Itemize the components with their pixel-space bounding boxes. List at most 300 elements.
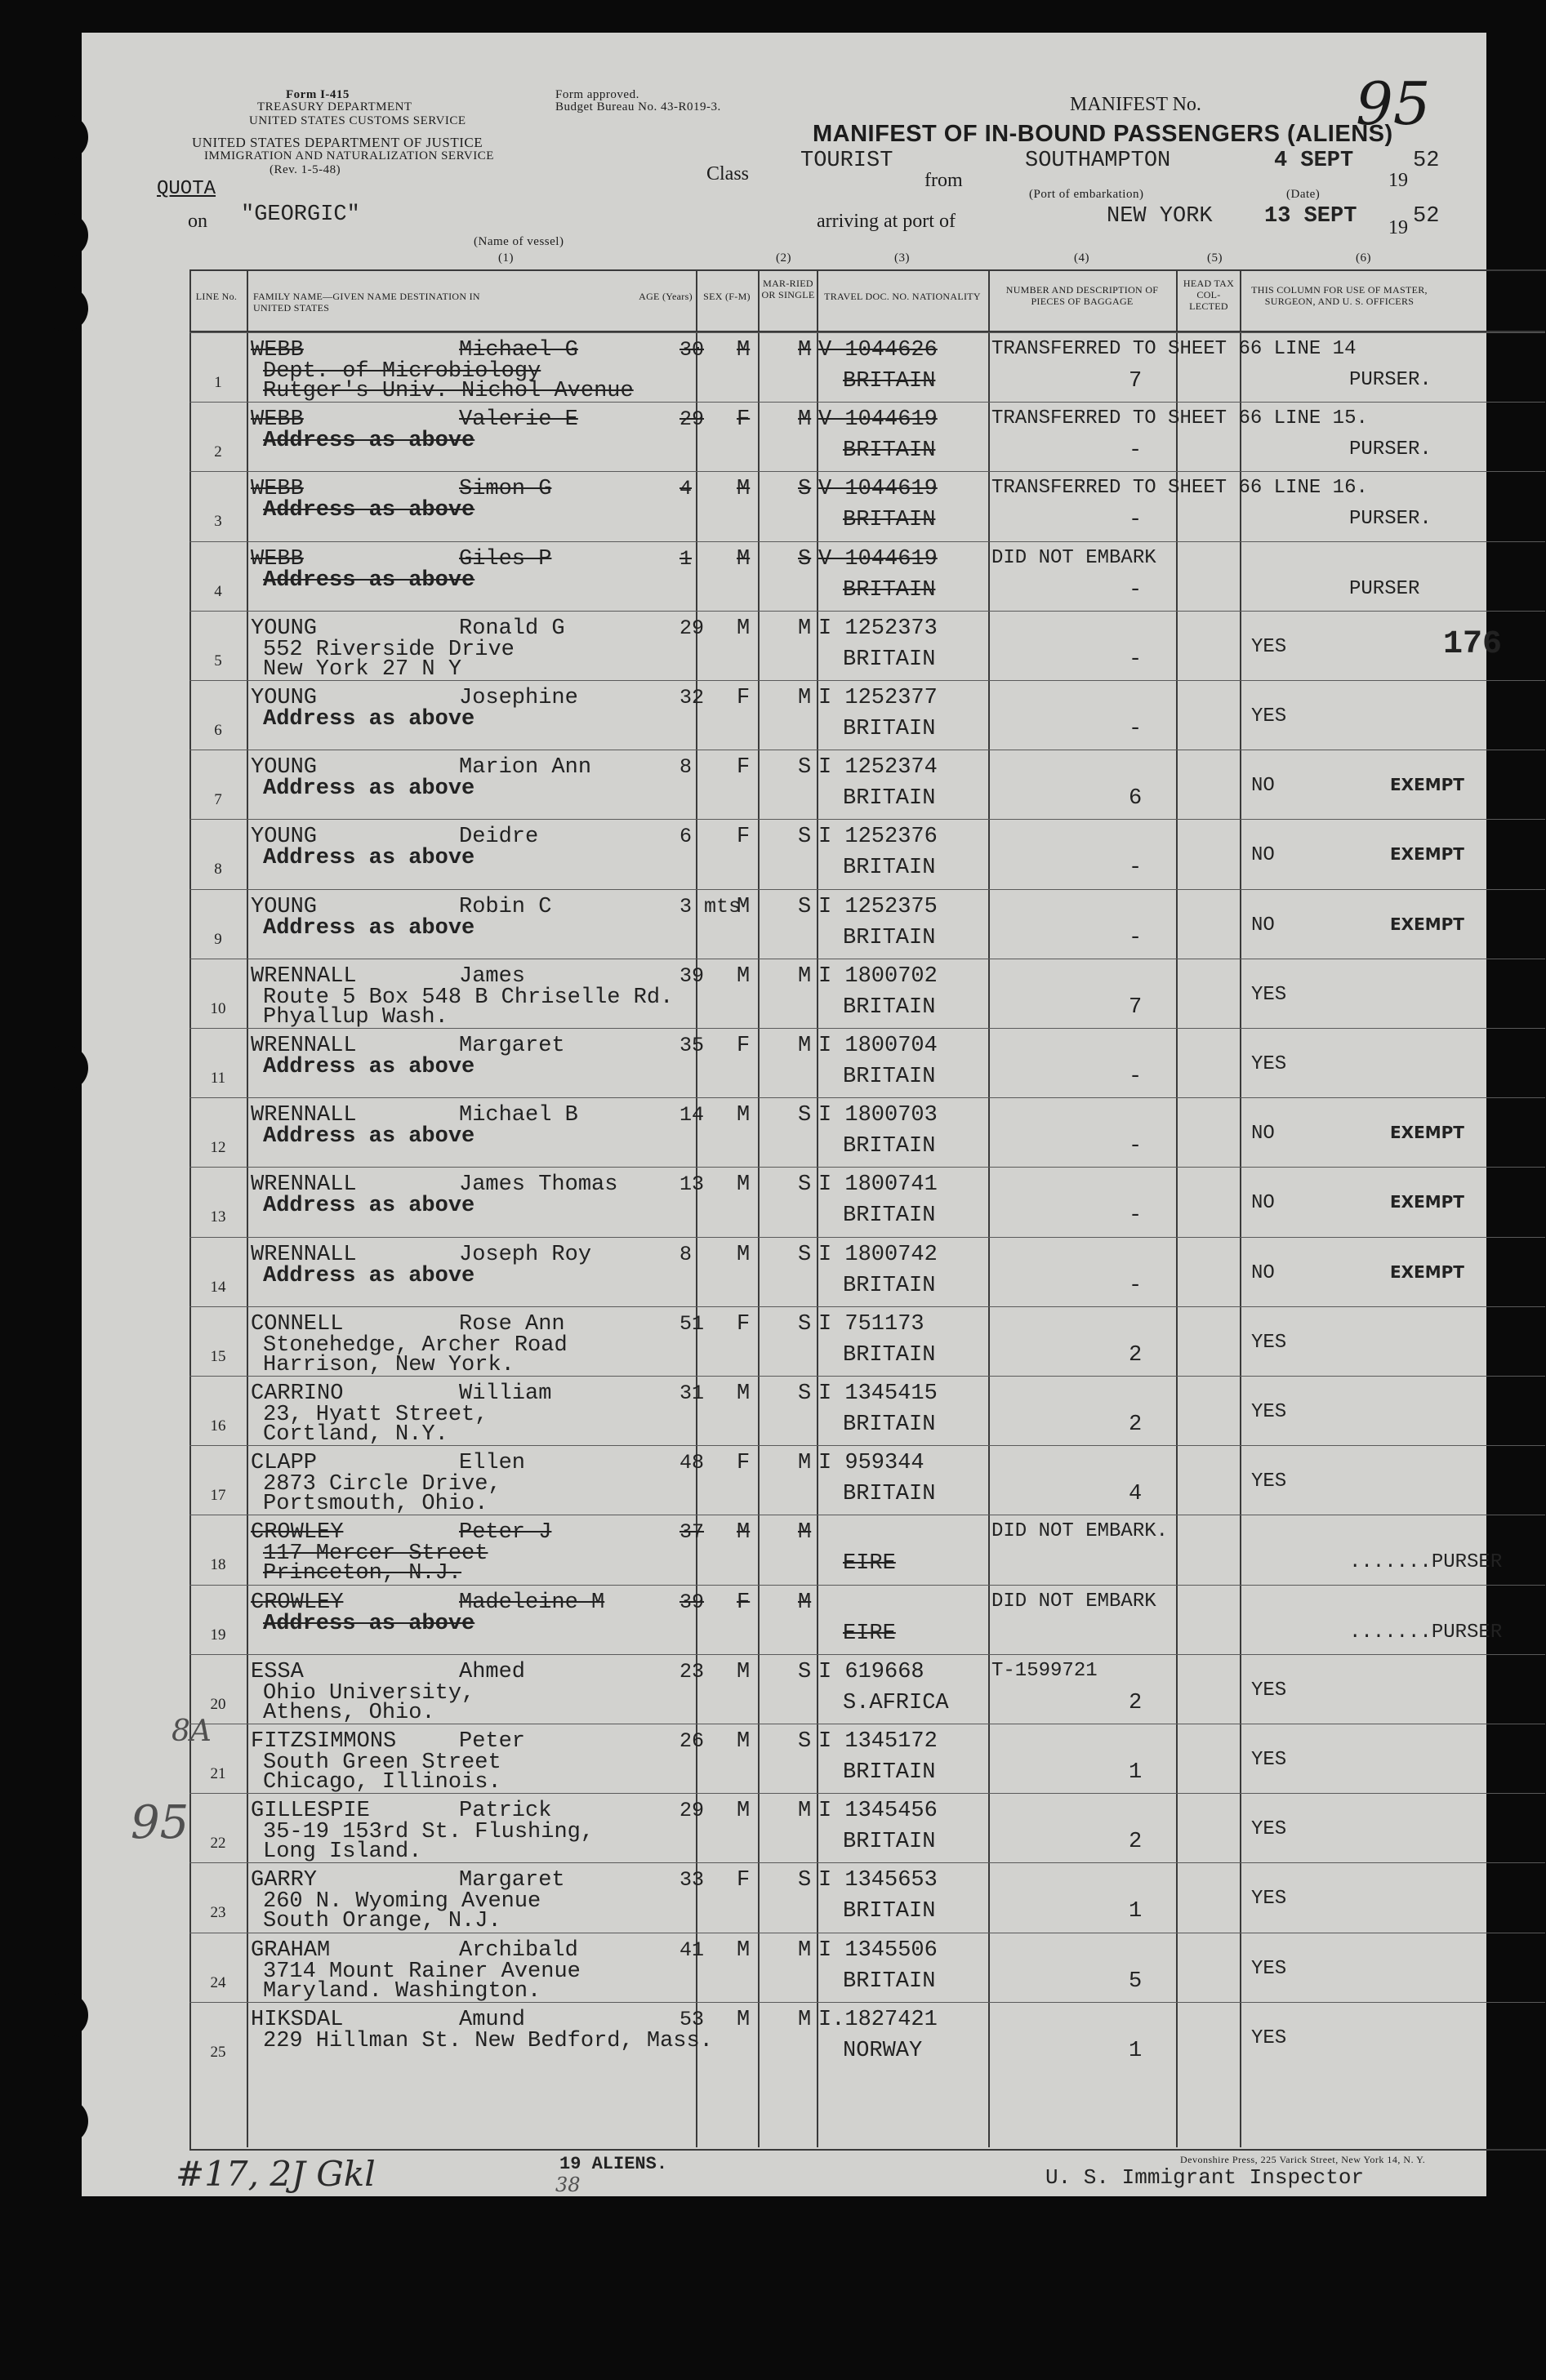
header-line-no: LINE No.: [195, 291, 238, 302]
baggage-count: 1: [1129, 1760, 1143, 1785]
line-number: 23: [210, 1904, 226, 1922]
destination-line-2: Harrison, New York.: [263, 1352, 515, 1377]
destination-line-1: 3714 Mount Rainer Avenue: [263, 1959, 581, 1984]
given-name: William: [459, 1381, 552, 1406]
head-tax: YES: [1251, 1331, 1287, 1354]
age: 33: [679, 1868, 705, 1893]
age: 23: [679, 1659, 705, 1684]
table-row: [189, 1654, 1545, 1724]
form-approved: Form approved.: [555, 88, 639, 101]
travel-doc-no: V 1044619: [818, 477, 938, 502]
line-number: 5: [214, 652, 222, 670]
destination-line-2: Maryland. Washington.: [263, 1978, 541, 2004]
destination-line-2: Princeton, N.J.: [263, 1561, 462, 1586]
from-value: SOUTHAMPTON: [1025, 149, 1171, 173]
table-row: [189, 1862, 1545, 1933]
family-name: HIKSDAL: [251, 2007, 344, 2032]
age: 4: [679, 477, 693, 501]
family-name: WEBB: [251, 407, 304, 433]
head-tax: YES: [1251, 1679, 1287, 1702]
family-name: YOUNG: [251, 825, 318, 850]
baggage-count: -: [1129, 1065, 1143, 1089]
table-row: [189, 2002, 1545, 2072]
travel-doc-no: I 1345506: [818, 1937, 938, 1963]
arriving-label: arriving at port of: [817, 211, 956, 232]
destination-line-1: Address as above: [263, 707, 475, 732]
destination-line-1: Address as above: [263, 1055, 475, 1079]
header-name: FAMILY NAME—GIVEN NAME DESTINATION IN UNITED STATES: [253, 291, 480, 314]
table-row: [189, 1306, 1545, 1377]
family-name: WEBB: [251, 546, 304, 572]
marital-status: M: [798, 407, 812, 433]
nationality: BRITAIN: [843, 1482, 936, 1507]
nationality: BRITAIN: [843, 925, 936, 950]
line-number: 15: [210, 1347, 226, 1365]
given-name: Peter J: [459, 1520, 552, 1546]
age: 6: [679, 825, 693, 849]
head-tax: NO: [1251, 1123, 1275, 1146]
baggage-count: -: [1129, 577, 1143, 603]
sex: M: [737, 1729, 751, 1754]
baggage-count: 2: [1129, 1830, 1143, 1855]
officer-note: EXEMPT: [1390, 844, 1464, 865]
given-name: Peter: [459, 1729, 526, 1754]
marital-status: M: [798, 616, 812, 641]
binder-hole-1: [42, 114, 88, 160]
nationality: BRITAIN: [843, 1760, 936, 1785]
age: 48: [679, 1451, 705, 1475]
line-number: 4: [214, 582, 222, 600]
table-row: [189, 1167, 1545, 1237]
table-row: [189, 680, 1545, 750]
baggage-count: -: [1129, 856, 1143, 881]
given-name: James Thomas: [459, 1172, 618, 1198]
officer-note: EXEMPT: [1390, 775, 1464, 795]
sex: M: [737, 546, 751, 572]
marital-status: S: [798, 477, 812, 502]
marital-status: S: [798, 755, 812, 781]
header-married: MAR-RIED OR SINGLE: [761, 278, 815, 300]
travel-doc-no: I 1252374: [818, 755, 938, 781]
travel-doc-no: I 1252377: [818, 686, 938, 710]
age: 8: [679, 1242, 693, 1266]
family-name: YOUNG: [251, 686, 318, 710]
officer-note: EXEMPT: [1390, 914, 1464, 934]
arrival-date: 13 SEPT: [1264, 204, 1357, 229]
baggage-count: -: [1129, 508, 1143, 533]
marital-status: M: [798, 1590, 812, 1615]
baggage-count: 2: [1129, 1690, 1143, 1715]
from-label: from: [924, 170, 963, 191]
marital-status: S: [798, 1311, 812, 1337]
baggage-note: DID NOT EMBARK: [991, 546, 1156, 569]
given-name: Deidre: [459, 825, 539, 850]
marital-status: M: [798, 1034, 812, 1058]
line-number: 20: [210, 1695, 226, 1713]
table-row: [189, 1376, 1545, 1446]
head-tax: NO: [1251, 914, 1275, 936]
footer-hand-count: 38: [555, 2173, 581, 2196]
age: 39: [679, 1590, 705, 1614]
age: 29: [679, 616, 705, 640]
family-name: GRAHAM: [251, 1937, 331, 1963]
line-number: 13: [210, 1208, 226, 1226]
destination-line-2: Athens, Ohio.: [263, 1700, 435, 1725]
officer-note: EXEMPT: [1390, 1261, 1464, 1282]
destination-line-1: Address as above: [263, 498, 475, 523]
line-number: 10: [210, 999, 226, 1017]
given-name: Ahmed: [459, 1659, 526, 1684]
justice-label: UNITED STATES DEPARTMENT OF JUSTICE: [192, 135, 483, 150]
age: 51: [679, 1311, 705, 1336]
line-number: 2: [214, 443, 222, 461]
marital-status: S: [798, 1172, 812, 1198]
header-baggage: NUMBER AND DESCRIPTION OF PIECES OF BAGGAGE: [1005, 284, 1159, 307]
travel-doc-no: I 1345172: [818, 1729, 938, 1754]
age: 13: [679, 1172, 705, 1197]
baggage-note: T-1599721: [991, 1659, 1098, 1682]
destination-line-1: Address as above: [263, 1263, 475, 1288]
col-num-1: (1): [498, 251, 514, 265]
baggage-note: DID NOT EMBARK.: [991, 1520, 1169, 1543]
age: 32: [679, 686, 705, 710]
age: 35: [679, 1034, 705, 1057]
baggage-note: TRANSFERRED TO SHEET 66 LINE 15.: [991, 407, 1368, 430]
nationality: BRITAIN: [843, 1899, 936, 1924]
head-tax: NO: [1251, 775, 1275, 798]
travel-doc-no: I 1800703: [818, 1103, 938, 1128]
head-tax: YES: [1251, 1818, 1287, 1841]
table-row: [189, 1237, 1545, 1307]
nationality: BRITAIN: [843, 1273, 936, 1298]
destination-line-1: 117 Mercer Street: [263, 1541, 488, 1567]
baggage-count: -: [1129, 1273, 1143, 1298]
marital-status: S: [798, 1729, 812, 1754]
travel-doc-no: I 1252376: [818, 825, 938, 850]
baggage-count: -: [1129, 925, 1143, 950]
travel-doc-no: V 1044626: [818, 338, 938, 363]
nationality: BRITAIN: [843, 1065, 936, 1089]
officer-note: EXEMPT: [1390, 1123, 1464, 1143]
family-name: WRENNALL: [251, 1242, 357, 1267]
travel-doc-no: I 1800742: [818, 1242, 938, 1267]
sex: F: [737, 1590, 751, 1615]
nationality: BRITAIN: [843, 508, 936, 533]
line-number: 22: [210, 1835, 226, 1853]
line-number: 3: [214, 513, 222, 531]
line-number: 21: [210, 1765, 226, 1782]
baggage-count: -: [1129, 647, 1143, 672]
family-name: YOUNG: [251, 616, 318, 641]
travel-doc-no: I 1800702: [818, 963, 938, 989]
family-name: CROWLEY: [251, 1590, 344, 1615]
family-name: CARRINO: [251, 1381, 344, 1406]
family-name: WRENNALL: [251, 1034, 357, 1058]
table-row: [189, 402, 1545, 472]
line-number: 18: [210, 1556, 226, 1574]
destination-line-1: Address as above: [263, 1124, 475, 1150]
destination-line-1: 23, Hyatt Street,: [263, 1403, 488, 1427]
marital-status: M: [798, 686, 812, 710]
sex: F: [737, 686, 751, 710]
header-sex: SEX (F-M): [703, 291, 751, 302]
nationality: BRITAIN: [843, 1342, 936, 1368]
marital-status: M: [798, 1520, 812, 1546]
marital-status: M: [798, 2007, 812, 2032]
age: 14: [679, 1103, 705, 1128]
marital-status: S: [798, 1103, 812, 1128]
nationality: BRITAIN: [843, 438, 936, 464]
baggage-count: -: [1129, 717, 1143, 741]
given-name: Patrick: [459, 1799, 552, 1824]
table-row: [189, 889, 1545, 959]
form-number: Form I-415: [286, 88, 350, 101]
given-name: Margaret: [459, 1034, 565, 1058]
destination-line-2: New York 27 N Y: [263, 656, 462, 682]
line-number: 6: [214, 722, 222, 739]
travel-doc-no: V 1044619: [818, 407, 938, 433]
col-num-6: (6): [1356, 251, 1371, 265]
line-number: 16: [210, 1417, 226, 1435]
family-name: WRENNALL: [251, 1172, 357, 1198]
printer-line: Devonshire Press, 225 Varick Street, New York 14, N. Y.: [1180, 2154, 1426, 2165]
sex: M: [737, 1242, 751, 1267]
line-number: 7: [214, 791, 222, 809]
table-row: [189, 611, 1545, 681]
table-row: [189, 1793, 1545, 1863]
col-num-5: (5): [1207, 251, 1223, 265]
table-row: [189, 750, 1545, 820]
table-row: [189, 1585, 1545, 1655]
destination-line-2: South Orange, N.J.: [263, 1909, 501, 1934]
treasury-label: TREASURY DEPARTMENT: [257, 100, 412, 113]
officer-note: PURSER.: [1349, 369, 1432, 391]
binder-hole-4: [42, 1045, 88, 1091]
officer-note: .......PURSER: [1349, 1621, 1503, 1644]
family-name: CLAPP: [251, 1451, 318, 1476]
destination-line-1: Dept. of Microbiology: [263, 359, 541, 384]
class-label: Class: [706, 163, 750, 185]
century-1: 19: [1388, 170, 1408, 191]
sex: M: [737, 2007, 751, 2032]
destination-line-2: Portsmouth, Ohio.: [263, 1492, 488, 1517]
officer-note: 176: [1443, 625, 1503, 663]
sex: M: [737, 477, 751, 502]
footer-hand-left: #17, 2J Gkl: [176, 2154, 376, 2194]
destination-line-1: Address as above: [263, 429, 475, 454]
nationality: BRITAIN: [843, 577, 936, 603]
baggage-note: TRANSFERRED TO SHEET 66 LINE 14: [991, 338, 1357, 360]
vessel-name: "GEORGIC": [241, 202, 360, 227]
given-name: Ellen: [459, 1451, 526, 1476]
table-row: [189, 1724, 1545, 1794]
header-doc: TRAVEL DOC. NO. NATIONALITY: [824, 291, 981, 302]
given-name: Rose Ann: [459, 1311, 565, 1337]
age: 8: [679, 755, 693, 780]
line-number: 1: [214, 374, 222, 391]
baggage-count: 2: [1129, 1412, 1143, 1437]
age: 41: [679, 1937, 705, 1962]
given-name: Margaret: [459, 1868, 565, 1893]
travel-doc-no: I 1252373: [818, 616, 938, 641]
family-name: GILLESPIE: [251, 1799, 370, 1824]
given-name: Marion Ann: [459, 755, 592, 781]
line-number: 12: [210, 1139, 226, 1157]
destination-line-1: Ohio University,: [263, 1680, 475, 1706]
aliens-count: 19 ALIENS.: [559, 2154, 668, 2174]
nationality: BRITAIN: [843, 647, 936, 672]
nationality: BRITAIN: [843, 369, 936, 394]
travel-doc-no: I 1800704: [818, 1034, 938, 1058]
baggage-count: 6: [1129, 786, 1143, 812]
table-row: [189, 959, 1545, 1029]
table-row: [189, 471, 1545, 541]
nationality: S.AFRICA: [843, 1690, 949, 1715]
destination-line-1: Address as above: [263, 1611, 475, 1636]
baggage-count: 7: [1129, 994, 1143, 1020]
given-name: Archibald: [459, 1937, 578, 1963]
travel-doc-no: I 1345456: [818, 1799, 938, 1824]
nationality: EIRE: [843, 1621, 896, 1646]
destination-line-1: 229 Hillman St. New Bedford, Mass.: [263, 2028, 713, 2053]
col-num-2: (2): [776, 251, 791, 265]
table-row: [189, 1028, 1545, 1098]
table-row: [189, 1515, 1545, 1585]
customs-label: UNITED STATES CUSTOMS SERVICE: [249, 114, 466, 127]
family-name: GARRY: [251, 1868, 318, 1893]
nationality: BRITAIN: [843, 1412, 936, 1437]
destination-line-1: Route 5 Box 548 B Chriselle Rd.: [263, 985, 674, 1010]
baggage-count: 7: [1129, 369, 1143, 394]
nationality: BRITAIN: [843, 856, 936, 881]
given-name: Giles P: [459, 546, 552, 572]
table-row: [189, 541, 1545, 612]
margin-hand-1: 8A: [172, 1715, 212, 1748]
nationality: BRITAIN: [843, 1969, 936, 1994]
binder-hole-5: [42, 1992, 88, 2038]
baggage-count: 5: [1129, 1969, 1143, 1994]
age: 37: [679, 1520, 705, 1545]
given-name: Robin C: [459, 894, 552, 919]
budget-label: Budget Bureau No. 43-R019-3.: [555, 100, 721, 113]
margin-hand-2: 95: [131, 1796, 189, 1849]
age: 39: [679, 963, 705, 988]
given-name: Michael G: [459, 338, 578, 363]
nationality: EIRE: [843, 1551, 896, 1577]
family-name: CROWLEY: [251, 1520, 344, 1546]
destination-line-1: Address as above: [263, 776, 475, 802]
arrival-port: NEW YORK: [1107, 204, 1213, 229]
marital-status: M: [798, 338, 812, 363]
departure-date: 4 SEPT: [1274, 149, 1354, 173]
table-row: [189, 1097, 1545, 1168]
header-tax: HEAD TAX COL-LECTED: [1183, 278, 1235, 312]
family-name: ESSA: [251, 1659, 304, 1684]
destination-line-1: 2873 Circle Drive,: [263, 1472, 501, 1497]
head-tax: YES: [1251, 1401, 1287, 1423]
sex: M: [737, 1520, 751, 1546]
age: 30: [679, 338, 705, 362]
travel-doc-no: I 1800741: [818, 1172, 938, 1198]
baggage-count: -: [1129, 1134, 1143, 1159]
vessel-caption: (Name of vessel): [474, 235, 564, 248]
age: 29: [679, 407, 705, 432]
marital-status: M: [798, 1937, 812, 1963]
nationality: NORWAY: [843, 2038, 923, 2063]
given-name: Simon G: [459, 477, 552, 502]
given-name: Josephine: [459, 686, 578, 710]
destination-line-2: Phyallup Wash.: [263, 1004, 448, 1030]
marital-status: M: [798, 1451, 812, 1476]
binder-hole-6: [42, 2098, 88, 2144]
sex: M: [737, 894, 751, 919]
quota-label: QUOTA: [157, 178, 216, 200]
header-age: AGE (Years): [639, 291, 693, 302]
age: 31: [679, 1381, 705, 1405]
sex: F: [737, 825, 751, 850]
head-tax: YES: [1251, 1053, 1287, 1075]
given-name: Madeleine M: [459, 1590, 605, 1615]
given-name: Valerie E: [459, 407, 578, 433]
sex: M: [737, 1937, 751, 1963]
baggage-count: 2: [1129, 1342, 1143, 1368]
manifest-no-value: 95: [1356, 69, 1431, 138]
sex: M: [737, 1381, 751, 1406]
marital-status: S: [798, 1381, 812, 1406]
line-number: 8: [214, 861, 222, 879]
baggage-note: DID NOT EMBARK: [991, 1590, 1156, 1613]
family-name: WRENNALL: [251, 1103, 357, 1128]
officer-note: PURSER.: [1349, 508, 1432, 531]
date-caption: (Date): [1286, 188, 1321, 201]
destination-line-2: Chicago, Illinois.: [263, 1770, 501, 1795]
baggage-note: TRANSFERRED TO SHEET 66 LINE 16.: [991, 477, 1368, 500]
col-num-3: (3): [894, 251, 910, 265]
on-label: on: [188, 211, 207, 232]
sex: F: [737, 1311, 751, 1337]
head-tax: NO: [1251, 1261, 1275, 1284]
officer-note: .......PURSER: [1349, 1551, 1503, 1574]
officer-note: EXEMPT: [1390, 1192, 1464, 1212]
family-name: YOUNG: [251, 755, 318, 781]
line-number: 24: [210, 1973, 226, 1991]
baggage-count: 1: [1129, 2038, 1143, 2063]
year-1: 52: [1413, 149, 1440, 173]
family-name: FITZSIMMONS: [251, 1729, 397, 1754]
rev-label: (Rev. 1-5-48): [270, 163, 341, 176]
officer-note: PURSER.: [1349, 438, 1432, 461]
binder-hole-2: [42, 212, 88, 258]
destination-line-1: Address as above: [263, 567, 475, 593]
ins-label: IMMIGRATION AND NATURALIZATION SERVICE: [204, 149, 494, 162]
destination-line-2: Long Island.: [263, 1839, 422, 1865]
family-name: YOUNG: [251, 894, 318, 919]
sex: M: [737, 1799, 751, 1824]
century-2: 19: [1388, 217, 1408, 238]
marital-status: S: [798, 894, 812, 919]
marital-status: S: [798, 1659, 812, 1684]
sex: F: [737, 1451, 751, 1476]
sex: M: [737, 1103, 751, 1128]
class-value: TOURIST: [800, 149, 893, 173]
line-number: 25: [210, 2043, 226, 2061]
sex: M: [737, 1172, 751, 1198]
sex: M: [737, 616, 751, 641]
travel-doc-no: I 751173: [818, 1311, 924, 1337]
destination-line-1: Address as above: [263, 915, 475, 941]
head-tax: YES: [1251, 983, 1287, 1006]
table-row: [189, 1445, 1545, 1515]
